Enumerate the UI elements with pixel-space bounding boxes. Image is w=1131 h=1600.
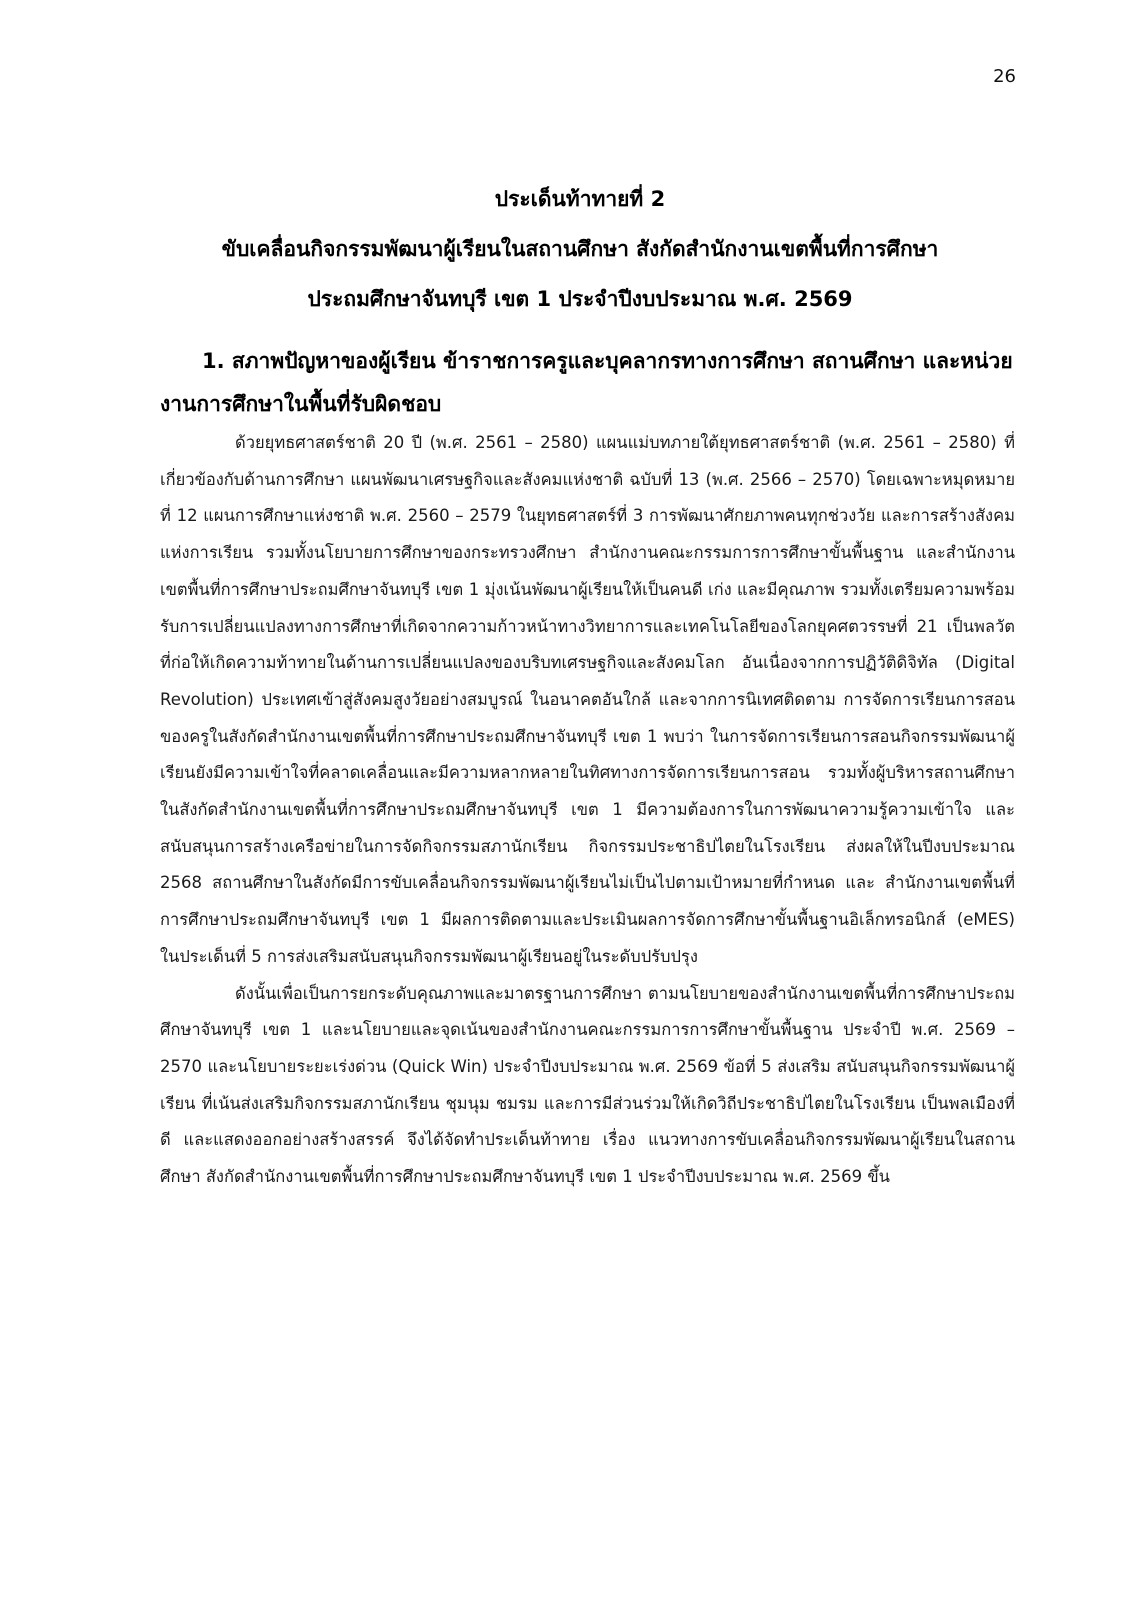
paragraph-2: ดังนั้นเพื่อเป็นการยกระดับคุณภาพและมาตรฐานการศึกษา ตามนโยบายของสำนักงานเขตพื้นที่การศึกษาประถมศึกษาจันทบุรี เขต 1 และนโยบายและจุดเน้นของสำนักงานคณะกรรมการการศึกษาขั้นพื้นฐาน ประจำปี พ.ศ. 2569 – 2570 และนโยบายระยะเร่งด่วน (Quick Win) ประจำปีงบประมาณ พ.ศ. 2569 ข้อที่ 5 ส่งเสริม สนับสนุนกิจกรรมพัฒนาผู้เรียน ที่เน้นส่งเสริมกิจกรรมสภานักเรียน ชุมนุม ชมรม และการมีส่วนร่วมให้เกิดวิถีประชาธิปไตยในโรงเรียน เป็นพลเมืองที่ดี และแสดงออกอย่างสร้างสรรค์ จึงได้จัดทำประเด็นท้าทาย เรื่อง แนวทางการขับเคลื่อนกิจกรรมพัฒนาผู้เรียนในสถานศึกษา สังกัดสำนักงานเขตพื้นที่การศึกษาประถมศึกษาจันทบุรี เขต 1 ประจำปีงบประมาณ พ.ศ. 2569 ขึ้น <box>160 983 1015 1187</box>
title-line-3: ประถมศึกษาจันทบุรี เขต 1 ประจำปีงบประมาณ พ.ศ. 2569 <box>307 287 853 311</box>
section-heading-text: 1. สภาพปัญหาของผู้เรียน ข้าราชการครูและบุคลากรทางการศึกษา สถานศึกษา และหน่วยงานการศึกษาในพื้นที่รับผิดชอบ <box>160 349 1013 416</box>
paragraph-1: ด้วยยุทธศาสตร์ชาติ 20 ปี (พ.ศ. 2561 – 2580) แผนแม่บทภายใต้ยุทธศาสตร์ชาติ (พ.ศ. 2561 – 2580) ที่เกี่ยวข้องกับด้านการศึกษา แผนพัฒนาเศรษฐกิจและสังคมแห่งชาติ ฉบับที่ 13 (พ.ศ. 2566 – 2570) โดยเฉพาะหมุดหมายที่ 12 แผนการศึกษาแห่งชาติ พ.ศ. 2560 – 2579 ในยุทธศาสตร์ที่ 3 การพัฒนาศักยภาพคนทุกช่วงวัย และการสร้างสังคมแห่งการเรียน รวมทั้งนโยบายการศึกษาของกระทรวงศึกษา สำนักงานคณะกรรมการการศึกษาขั้นพื้นฐาน และสำนักงานเขตพื้นที่การศึกษาประถมศึกษาจันทบุรี เขต 1 มุ่งเน้นพัฒนาผู้เรียนให้เป็นคนดี เก่ง และมีคุณภาพ รวมทั้งเตรียมความพร้อมรับการเปลี่ยนแปลงทางการศึกษาที่เกิดจากความก้าวหน้าทางวิทยาการและเทคโนโลยีของโลกยุคศตวรรษที่ 21 เป็นพลวัตที่ก่อให้เกิดความท้าทายในด้านการเปลี่ยนแปลงของบริบทเศรษฐกิจและสังคมโลก อันเนื่องจากการปฏิวัติดิจิทัล (Digital Revolution) ประเทศเข้าสู่สังคมสูงวัยอย่างสมบูรณ์ ในอนาคตอันใกล้ และจากการนิเทศติดตาม การจัดการเรียนการสอนของครูในสังกัดสำนักงานเขตพื้นที่การศึกษาประถมศึกษาจันทบุรี เขต 1 พบว่า ในการจัดการเรียนการสอนกิจกรรมพัฒนาผู้เรียนยังมีความเข้าใจที่คลาดเคลื่อนและมีความหลากหลายในทิศทางการจัดการเรียนการสอน รวมทั้งผู้บริหารสถานศึกษาในสังกัดสำนักงานเขตพื้นที่การศึกษาประถมศึกษาจันทบุรี เขต 1 มีความต้องการในการพัฒนาความรู้ความเข้าใจ และสนับสนุนการสร้างเครือข่ายในการจัดกิจกรรมสภานักเรียน กิจกรรมประชาธิปไตยในโรงเรียน ส่งผลให้ในปีงบประมาณ 2568 สถานศึกษาในสังกัดมีการขับเคลื่อนกิจกรรมพัฒนาผู้เรียนไม่เป็นไปตามเป้าหมายที่กำหนด และ สำนักงานเขตพื้นที่การศึกษาประถมศึกษาจันทบุรี เขต 1 มีผลการติดตามและประเมินผลการจัดการศึกษาขั้นพื้นฐานอิเล็กทรอนิกส์ (eMES) ในประเด็นที่ 5 การส่งเสริมสนับสนุนกิจกรรมพัฒนาผู้เรียนอยู่ในระดับปรับปรุง <box>160 433 1015 966</box>
body-text <box>160 425 1015 1196</box>
page-number: 26 <box>993 66 1016 87</box>
title-line-1: ประเด็นท้าทายที่ 2 <box>494 187 666 211</box>
section-heading <box>160 340 1020 426</box>
title-block <box>150 184 1010 334</box>
title-line-2: ขับเคลื่อนกิจกรรมพัฒนาผู้เรียนในสถานศึกษา สังกัดสำนักงานเขตพื้นที่การศึกษา <box>221 237 939 261</box>
